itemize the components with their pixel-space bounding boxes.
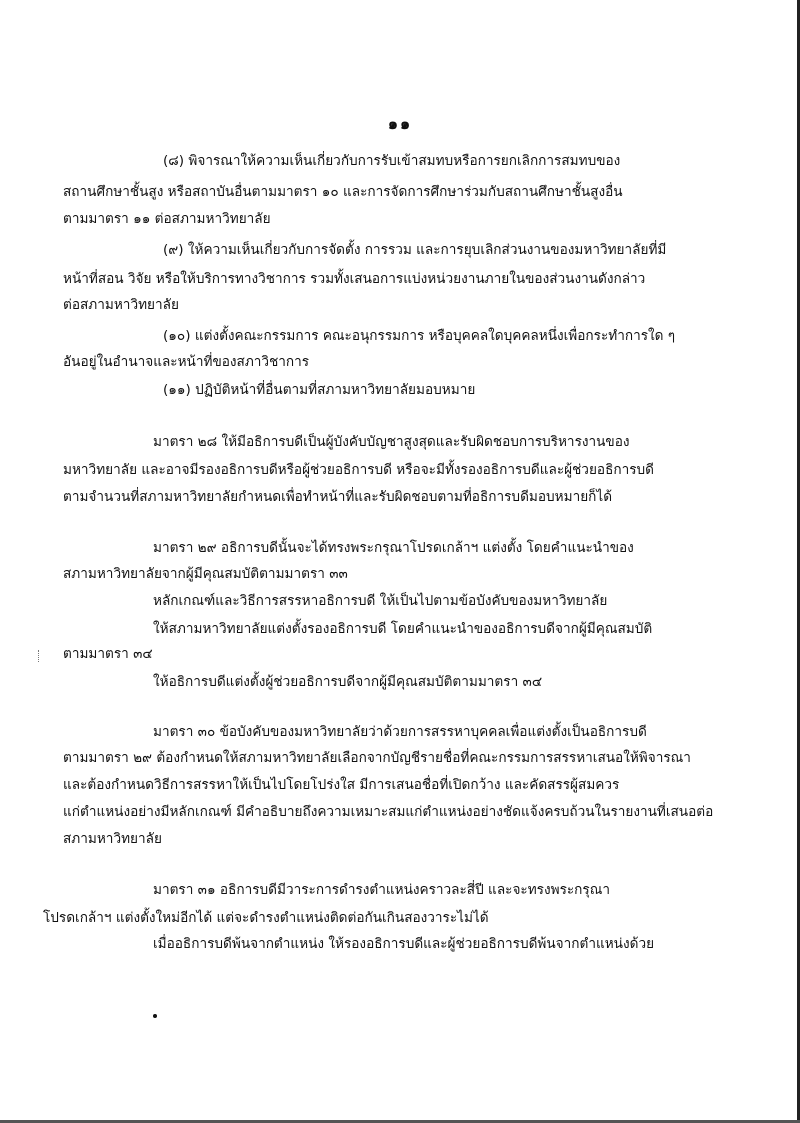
text-line: ต่อสภามหาวิทยาลัย (63, 297, 179, 313)
text-line: มาตรา ๒๘ ให้มีอธิการบดีเป็นผู้บังคับบัญชาสูงสุดและรับผิดชอบการบริหารงานของ (153, 434, 630, 450)
text-line: มหาวิทยาลัย และอาจมีรองอธิการบดีหรือผู้ช่วยอธิการบดี หรือจะมีทั้งรองอธิการบดีและผู้ช่วยอธิการบดี (63, 462, 654, 478)
text-line: เมื่ออธิการบดีพ้นจากตำแหน่ง ให้รองอธิการบดีและผู้ช่วยอธิการบดีพ้นจากตำแหน่งด้วย (153, 936, 655, 952)
text-line: สถานศึกษาชั้นสูง หรือสถาบันอื่นตามมาตรา ๑๐ และการจัดการศึกษาร่วมกับสถานศึกษาชั้นสูงอื่น (63, 184, 623, 200)
text-line: มาตรา ๓๑ อธิการบดีมีวาระการดำรงตำแหน่งคราวละสี่ปี และจะทรงพระกรุณา (153, 882, 610, 898)
text-line: (๑๑) ปฏิบัติหน้าที่อื่นตามที่สภามหาวิทยาลัยมอบหมาย (163, 382, 476, 398)
text-line: (๘) พิจารณาให้ความเห็นเกี่ยวกับการรับเข้าสมทบหรือการยกเลิกการสมทบของ (163, 153, 621, 169)
page-number: ๑๑ (387, 114, 413, 133)
text-line: ตามมาตรา ๓๔ (63, 646, 153, 662)
text-line: มาตรา ๓๐ ข้อบังคับของมหาวิทยาลัยว่าด้วยการสรรหาบุคคลเพื่อแต่งตั้งเป็นอธิการบดี (153, 724, 647, 740)
text-line: แก่ตำแหน่งอย่างมีหลักเกณฑ์ มีคำอธิบายถึงความเหมาะสมแก่ตำแหน่งอย่างชัดแจ้งครบถ้วนในรายงานที่เสนอต่อ (63, 804, 714, 820)
text-line: ให้อธิการบดีแต่งตั้งผู้ช่วยอธิการบดีจากผู้มีคุณสมบัติตามมาตรา ๓๔ (153, 674, 543, 690)
stray-dot (153, 1014, 157, 1018)
text-line: สภามหาวิทยาลัย (63, 831, 162, 847)
text-line: สภามหาวิทยาลัยจากผู้มีคุณสมบัติตามมาตรา ๓๓ (63, 566, 348, 582)
text-line: และต้องกำหนดวิธีการสรรหาให้เป็นไปโดยโปร่งใส มีการเสนอชื่อที่เปิดกว้าง และคัดสรรผู้สมควร (63, 777, 620, 793)
text-line: ตามมาตรา ๑๑ ต่อสภามหาวิทยาลัย (63, 211, 271, 227)
text-line: อันอยู่ในอำนาจและหน้าที่ของสภาวิชาการ (63, 354, 310, 370)
scan-mark (38, 650, 40, 662)
text-line: (๙) ให้ความเห็นเกี่ยวกับการจัดตั้ง การรวม และการยุบเลิกส่วนงานของมหาวิทยาลัยที่มี (163, 242, 667, 258)
text-line: (๑๐) แต่งตั้งคณะกรรมการ คณะอนุกรรมการ หรือบุคคลใดบุคคลหนึ่งเพื่อกระทำการใด ๆ (163, 328, 676, 344)
text-line: ตามมาตรา ๒๙ ต้องกำหนดให้สภามหาวิทยาลัยเลือกจากบัญชีรายชื่อที่คณะกรรมการสรรหาเสนอให้พิจารณา (63, 750, 691, 766)
text-line: มาตรา ๒๙ อธิการบดีนั้นจะได้ทรงพระกรุณาโปรดเกล้าฯ แต่งตั้ง โดยคำแนะนำของ (153, 540, 634, 556)
text-line: ตามจำนวนที่สภามหาวิทยาลัยกำหนดเพื่อทำหน้าที่และรับผิดชอบตามที่อธิการบดีมอบหมายก็ได้ (63, 489, 613, 505)
text-line: หลักเกณฑ์และวิธีการสรรหาอธิการบดี ให้เป็นไปตามข้อบังคับของมหาวิทยาลัย (153, 593, 608, 609)
text-line: โปรดเกล้าฯ แต่งตั้งใหม่อีกได้ แต่จะดำรงตำแหน่งติดต่อกันเกินสองวาระไม่ได้ (43, 910, 489, 926)
text-line: ให้สภามหาวิทยาลัยแต่งตั้งรองอธิการบดี โดยคำแนะนำของอธิการบดีจากผู้มีคุณสมบัติ (153, 621, 653, 637)
text-line: หน้าที่สอน วิจัย หรือให้บริการทางวิชาการ รวมทั้งเสนอการแบ่งหน่วยงานภายในของส่วนงานดังกล่าว (63, 271, 646, 287)
